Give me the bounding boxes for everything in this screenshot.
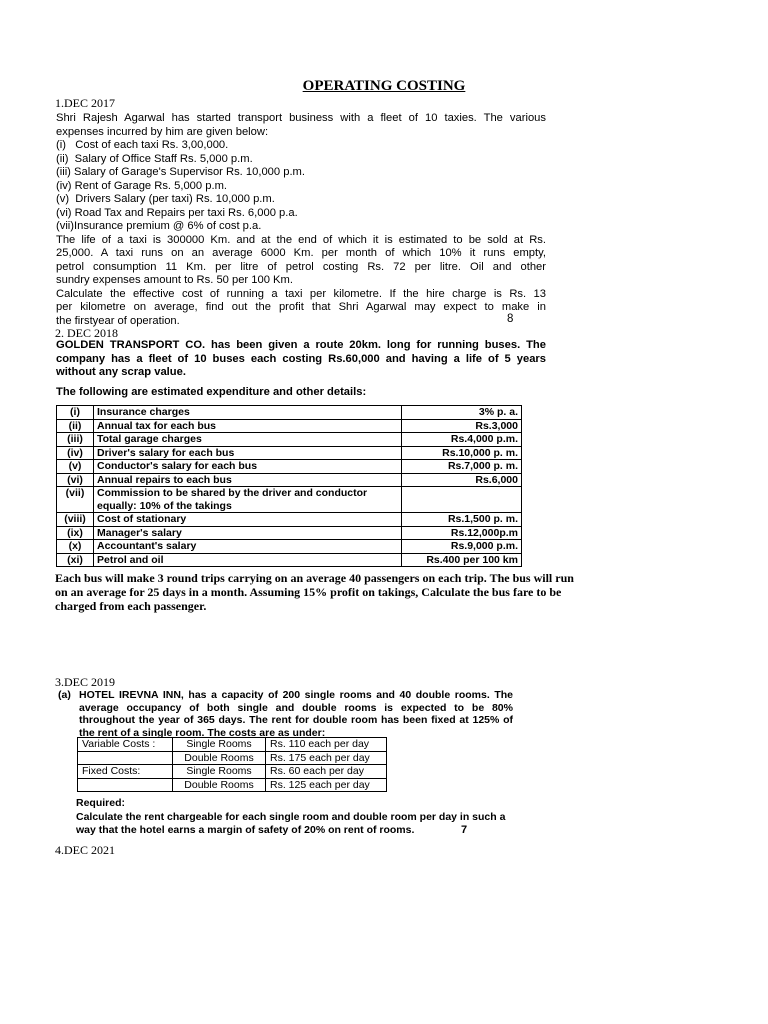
q3-label: (a) xyxy=(58,689,71,701)
expenditure-row xyxy=(57,406,522,420)
cost-type: Variable Costs : xyxy=(78,738,173,752)
expenditure-item-number: (iv) xyxy=(57,446,94,460)
expenditure-row xyxy=(57,473,522,487)
section-heading-dec-2019: 3.DEC 2019 xyxy=(55,675,115,689)
expenditure-item-description: Commission to be shared by the driver and conductor equally: 10% of the takings xyxy=(94,487,402,513)
expenditure-item-value: Rs.3,000 xyxy=(402,419,522,433)
page-title: OPERATING COSTING xyxy=(302,78,466,94)
q2-intro-line: GOLDEN TRANSPORT CO. has been given a route 20km. long for running buses. The xyxy=(56,339,546,351)
expenditure-item-number: (vi) xyxy=(57,473,94,487)
expenditure-item-description: Manager's salary xyxy=(94,526,402,540)
q1-line: expenses incurred by him are given below: xyxy=(56,125,269,138)
expenditure-item-value: Rs.4,000 p.m. xyxy=(402,433,522,447)
cost-amount: Rs. 175 each per day xyxy=(266,751,387,765)
expenditure-item-description: Cost of stationary xyxy=(94,513,402,527)
cost-amount: Rs. 125 each per day xyxy=(266,778,387,792)
q2-subheading: The following are estimated expenditure and other details: xyxy=(56,386,367,398)
expenditure-item-value: Rs.400 per 100 km xyxy=(402,553,522,567)
expenditure-item-value: 3% p. a. xyxy=(402,406,522,420)
expenditure-table xyxy=(56,405,522,567)
expenditure-item-value: Rs.7,000 p. m. xyxy=(402,460,522,474)
expenditure-row xyxy=(57,540,522,554)
cost-amount: Rs. 60 each per day xyxy=(266,765,387,779)
question-2-intro xyxy=(56,339,546,380)
expenditure-item-description: Annual repairs to each bus xyxy=(94,473,402,487)
q1-line: per kilometre on average, find out the profit that Shri Agarwal may expect to make in xyxy=(56,301,546,313)
expenditure-item-number: (vii) xyxy=(57,487,94,513)
q1-line: (vii)Insurance premium @ 6% of cost p.a. xyxy=(56,220,262,232)
expenditure-row xyxy=(57,446,522,460)
question-1 xyxy=(56,112,546,328)
expenditure-row xyxy=(57,460,522,474)
section-heading-dec-2021: 4.DEC 2021 xyxy=(55,843,115,857)
expenditure-item-number: (ix) xyxy=(57,526,94,540)
cost-type xyxy=(78,778,173,792)
expenditure-item-value xyxy=(402,487,522,513)
q1-line: the firstyear of operation. xyxy=(56,314,180,327)
q1-line: Shri Rajesh Agarwal has started transport business with a fleet of 10 taxies. The various xyxy=(56,112,546,124)
q1-line: (v) Drivers Salary (per taxi) Rs. 10,000 p.m. xyxy=(56,193,275,205)
q2-intro-line: company has a fleet of 10 buses each costing Rs.60,000 and having a life of 5 years xyxy=(56,352,546,365)
expenditure-row xyxy=(57,419,522,433)
q1-line: (iii) Salary of Garage's Supervisor Rs. 10,000 p.m. xyxy=(56,166,305,178)
expenditure-item-description: Conductor's salary for each bus xyxy=(94,460,402,474)
expenditure-row xyxy=(57,433,522,447)
question-3 xyxy=(58,689,513,739)
cost-row xyxy=(78,765,387,779)
expenditure-item-value: Rs.1,500 p. m. xyxy=(402,513,522,527)
expenditure-item-number: (xi) xyxy=(57,553,94,567)
q1-line: petrol consumption 11 Km. per litre of petrol costing Rs. 72 per litre. Oil and other xyxy=(56,260,546,273)
expenditure-item-description: Insurance charges xyxy=(94,406,402,420)
expenditure-row xyxy=(57,553,522,567)
q3-body: HOTEL IREVNA INN, has a capacity of 200 single rooms and 40 double rooms. The average occupancy of both single and double rooms is expected to be 80% throughout the year of 365 days. The rent for double room has been fixed at 125% of the rent of a single room. The costs are as under: xyxy=(79,689,513,739)
cost-row xyxy=(78,751,387,765)
expenditure-row xyxy=(57,487,522,513)
expenditure-item-description: Petrol and oil xyxy=(94,553,402,567)
q1-line: (vi) Road Tax and Repairs per taxi Rs. 6,000 p.a. xyxy=(56,206,298,219)
q1-line: Calculate the effective cost of running a taxi per kilometre. If the hire charge is Rs. 13 xyxy=(56,287,546,300)
expenditure-item-description: Annual tax for each bus xyxy=(94,419,402,433)
expenditure-item-number: (x) xyxy=(57,540,94,554)
q3-required-label: Required: xyxy=(76,797,126,809)
expenditure-row xyxy=(57,526,522,540)
cost-type: Fixed Costs: xyxy=(78,765,173,779)
section-heading-dec-2017: 1.DEC 2017 xyxy=(55,96,115,110)
expenditure-item-value: Rs.9,000 p.m. xyxy=(402,540,522,554)
expenditure-item-number: (i) xyxy=(57,406,94,420)
q1-line: 25,000. A taxi runs on an average 6000 Km. per month of which 10% it runs empty, xyxy=(56,247,546,259)
section-heading-dec-2018: 2. DEC 2018 xyxy=(55,326,118,340)
expenditure-item-number: (ii) xyxy=(57,419,94,433)
expenditure-item-number: (iii) xyxy=(57,433,94,447)
q2-intro-line: without any scrap value. xyxy=(56,366,186,378)
q2-question-text: Each bus will make 3 round trips carrying on an average 40 passengers on each trip. The bus will run on an average for 25 days in a month. Assuming 15% profit on takings, Calculate the bus fare to be charged from each passenger. xyxy=(55,571,574,613)
expenditure-item-description: Total garage charges xyxy=(94,433,402,447)
expenditure-item-description: Accountant's salary xyxy=(94,540,402,554)
cost-amount: Rs. 110 each per day xyxy=(266,738,387,752)
cost-row xyxy=(78,738,387,752)
q1-line: The life of a taxi is 300000 Km. and at the end of which it is estimated to be sold at Rs. xyxy=(56,233,546,246)
expenditure-item-value: Rs.6,000 xyxy=(402,473,522,487)
room-type: Single Rooms xyxy=(173,738,266,752)
q1-marks: 8 xyxy=(507,313,514,325)
q3-marks: 7 xyxy=(461,824,468,836)
room-type: Single Rooms xyxy=(173,765,266,779)
expenditure-item-description: Driver's salary for each bus xyxy=(94,446,402,460)
cost-type xyxy=(78,751,173,765)
expenditure-row xyxy=(57,513,522,527)
q1-line: (iv) Rent of Garage Rs. 5,000 p.m. xyxy=(56,179,227,192)
q1-line: (ii) Salary of Office Staff Rs. 5,000 p.m. xyxy=(56,152,253,165)
expenditure-item-value: Rs.12,000p.m xyxy=(402,526,522,540)
room-type: Double Rooms xyxy=(173,751,266,765)
cost-row xyxy=(78,778,387,792)
room-type: Double Rooms xyxy=(173,778,266,792)
q3-calc-text: Calculate the rent chargeable for each single room and double room per day in such a way that the hotel earns a margin of safety of 20% on rent of rooms. xyxy=(76,811,506,836)
hotel-cost-table xyxy=(77,737,387,792)
expenditure-item-number: (viii) xyxy=(57,513,94,527)
q1-line: sundry expenses amount to Rs. 50 per 100 Km. xyxy=(56,274,293,286)
expenditure-item-value: Rs.10,000 p. m. xyxy=(402,446,522,460)
expenditure-item-number: (v) xyxy=(57,460,94,474)
q1-line: (i) Cost of each taxi Rs. 3,00,000. xyxy=(56,139,229,151)
